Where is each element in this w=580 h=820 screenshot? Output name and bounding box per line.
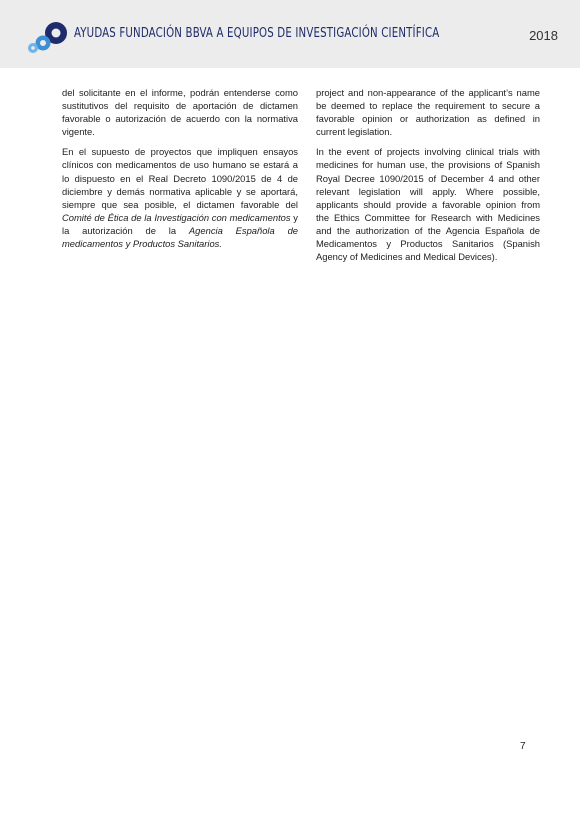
right-paragraph-2: In the event of projects involving clinical trials with medicines for human use, the provisions of Spanish Royal Decree 1090/2015 of December 4 and other relevant legislation will apply. Where possible, applicants should provide a favorable opinion from the Ethics Committee for Research with Medicines and the authorization of the Agencia Española de Medicamentos y Productos Sanitarios (Spanish Agency of Medicines and Medical Devices). (316, 146, 540, 263)
left-p2-mid: y la autorización de la (62, 211, 298, 236)
page-header (0, 0, 580, 68)
header-year: 2018 (529, 28, 558, 43)
header-title: AYUDAS FUNDACIÓN BBVA A EQUIPOS DE INVESTIGACIÓN CIENTÍFICA (74, 26, 440, 41)
right-paragraph-1: project and non-appearance of the applicant’s name be deemed to replace the requirement to secure a favorable opinion or authorization as defined in current legislation. (316, 87, 540, 138)
left-paragraph-1: del solicitante en el informe, podrán entenderse como sustitutivos del requisito de aportación de dictamen favorable o autorización de acuerdo con la normativa vigente. (62, 87, 298, 138)
page-number: 7 (520, 741, 526, 752)
left-p2-italic-committee: Comité de Ética de la Investigación con medicamentos (62, 211, 291, 223)
left-column-spanish (62, 86, 298, 257)
right-column-english (316, 86, 540, 270)
circles-logo-icon (26, 20, 70, 56)
left-p2-italic-agency: Agencia Española de medicamentos y Productos Sanitarios. (62, 224, 298, 250)
left-paragraph-2 (62, 145, 298, 250)
left-p2-text: En el supuesto de proyectos que impliquen ensayos clínicos con medicamentos de uso humano se estará a lo dispuesto en el Real Decreto 1090/2015 de 4 de diciembre y demás normativa aplicable y se aportará, siempre que sea posible, el dictamen favorable del (62, 146, 298, 210)
